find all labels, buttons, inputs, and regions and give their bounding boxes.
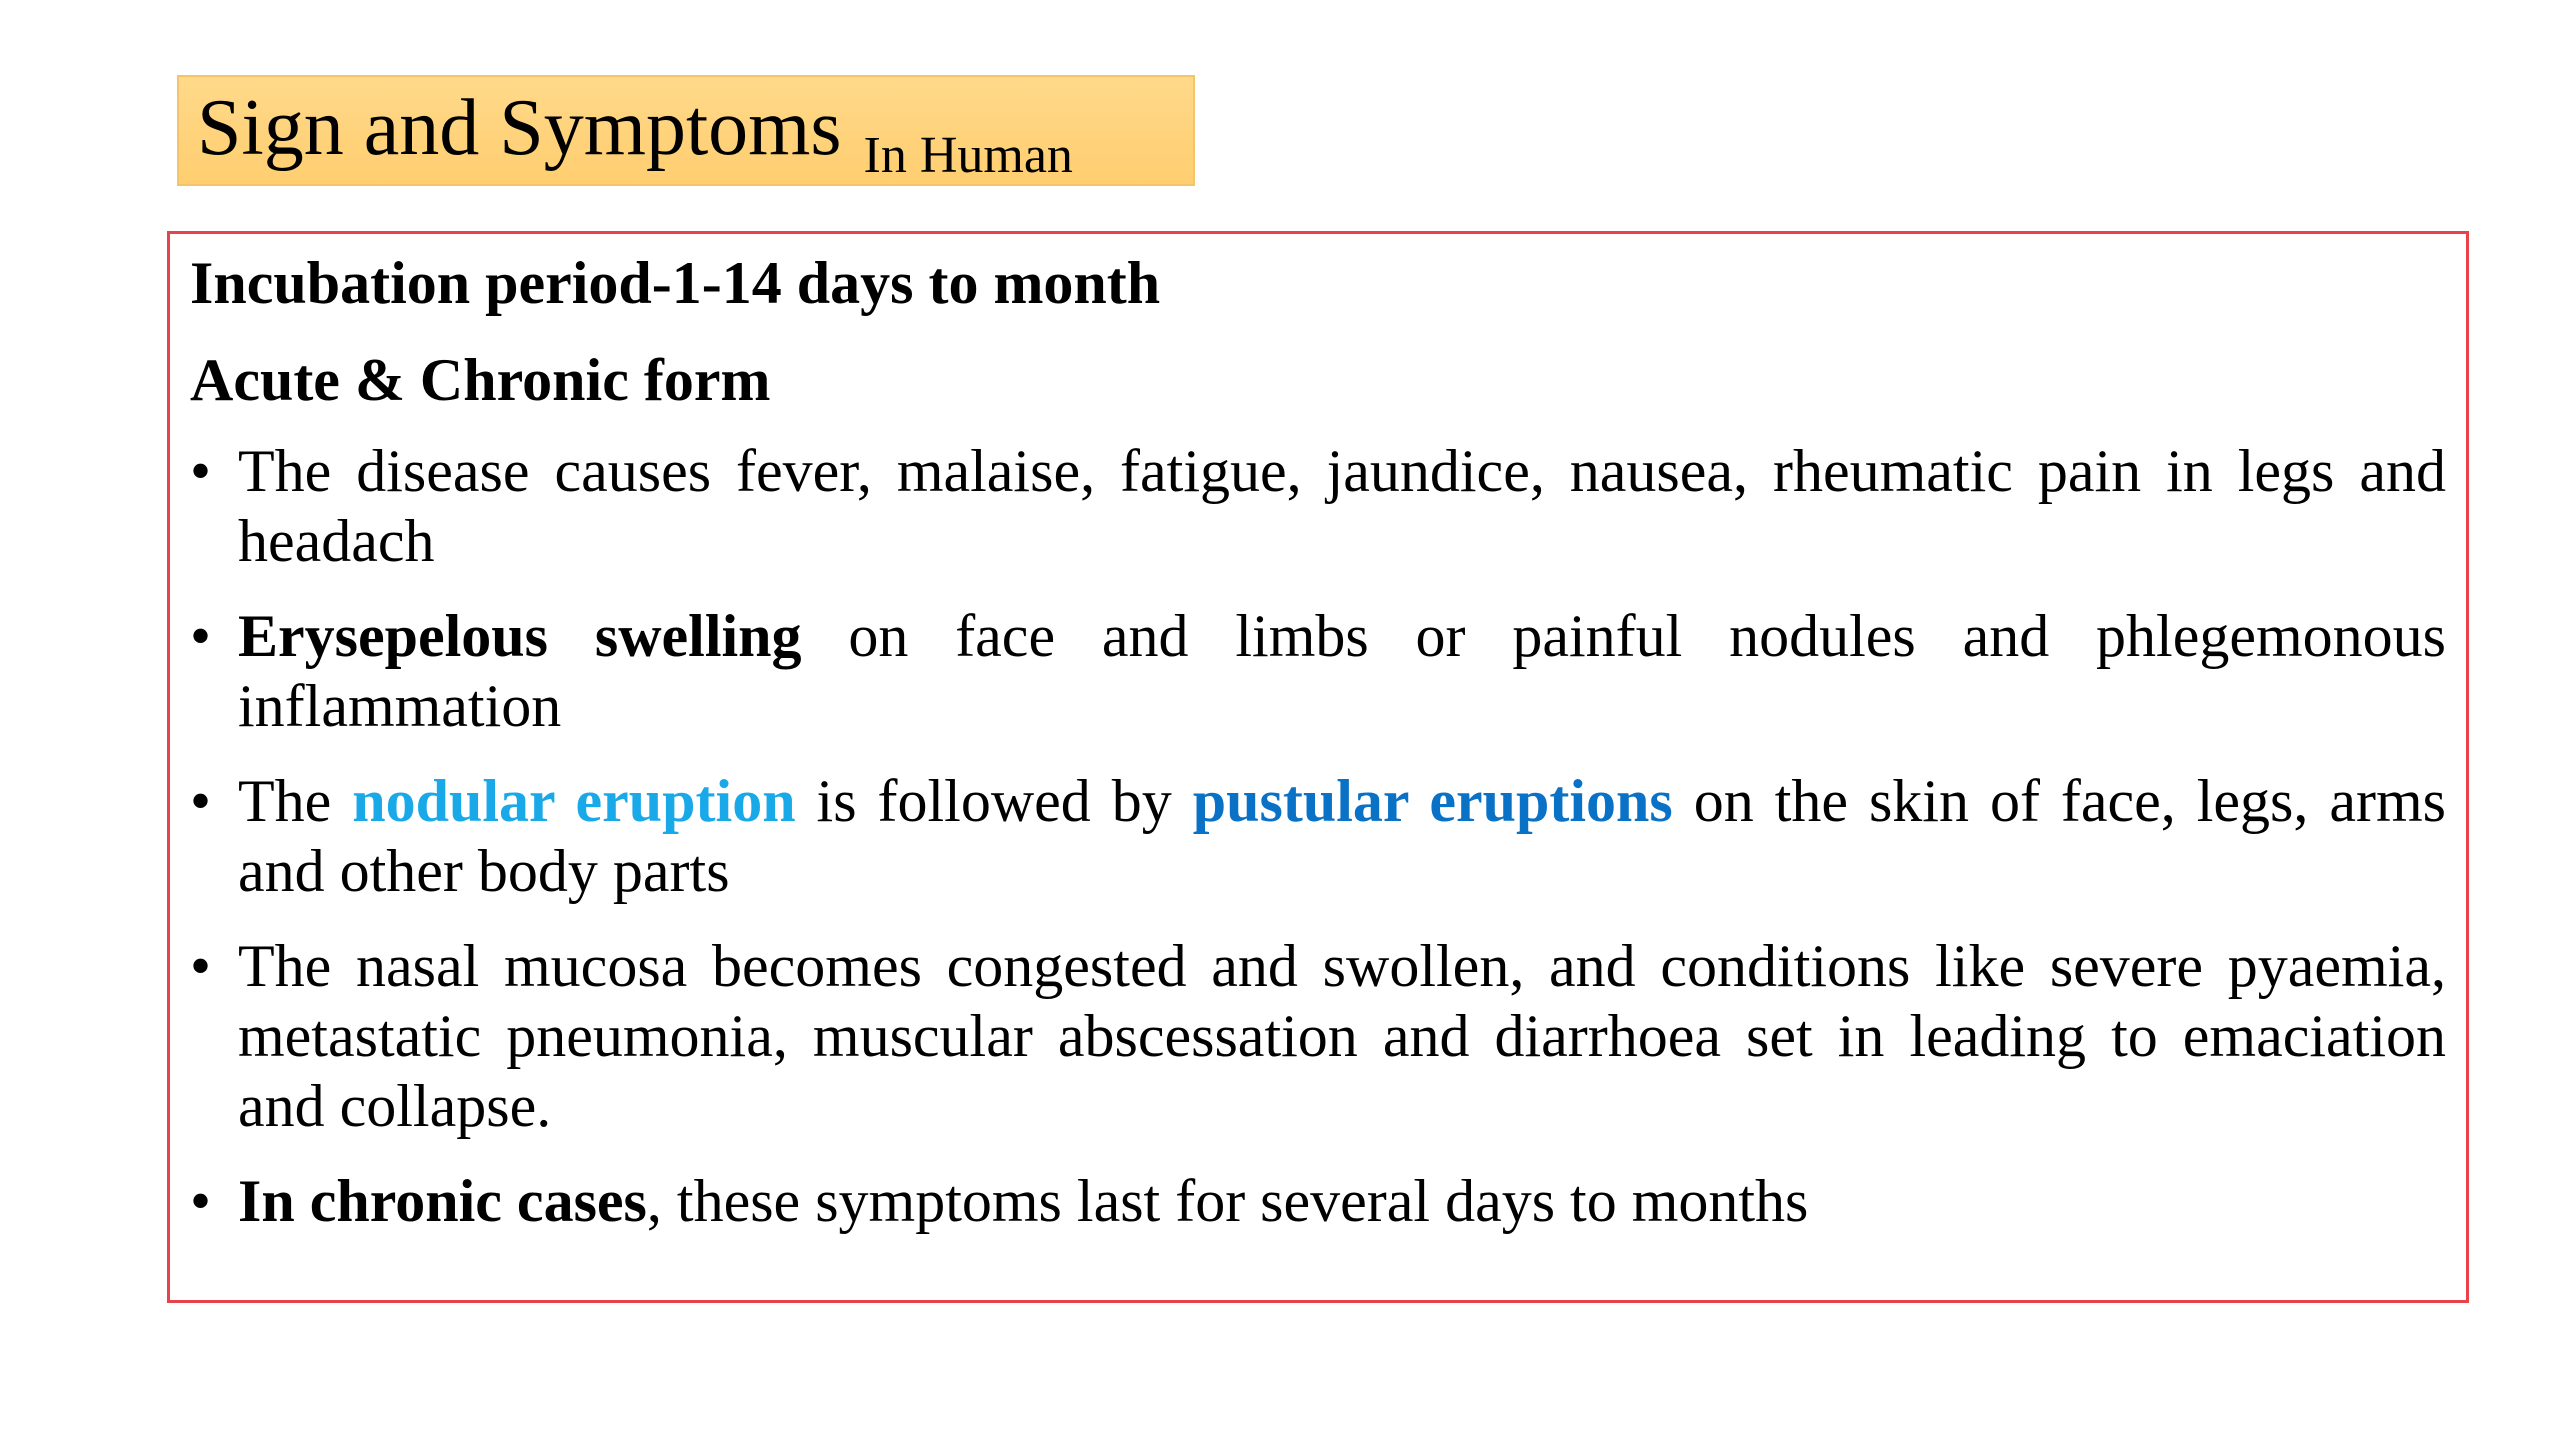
bullet-text: , these symptoms last for several days to months <box>646 1168 1809 1234</box>
slide-title: Sign and Symptoms <box>197 84 842 172</box>
list-item <box>190 1166 2446 1236</box>
content-box <box>167 231 2469 1303</box>
bullet-text: is followed by <box>795 768 1193 834</box>
list-item <box>190 601 2446 741</box>
bullet-icon: • <box>190 1168 212 1234</box>
bullet-text: The disease causes fever, malaise, fatigue, jaundice, nausea, rheumatic pain in legs and headach <box>238 438 2446 574</box>
bullet-icon: • <box>190 603 212 669</box>
form-heading: Acute & Chronic form <box>190 347 771 413</box>
slide-title-box <box>177 75 1195 186</box>
highlight-pustular-eruptions: pustular eruptions <box>1192 768 1673 834</box>
bullet-text: The <box>238 768 353 834</box>
bullet-bold-text: Erysepelous swelling <box>238 603 802 669</box>
bullet-text: The nasal mucosa becomes congested and swollen, and conditions like severe pyaemia, metastatic pneumonia, muscular abscessation and diarrhoea set in leading to emaciation and collapse. <box>238 933 2446 1139</box>
bullet-icon: • <box>190 933 212 999</box>
list-item <box>190 931 2446 1141</box>
list-item <box>190 766 2446 906</box>
slide-subtitle: In Human <box>863 127 1073 184</box>
list-item <box>190 436 2446 576</box>
incubation-heading: Incubation period-1-14 days to month <box>190 250 1161 316</box>
highlight-nodular-eruption: nodular eruption <box>352 768 796 834</box>
bullet-text: on the skin of face, legs, arms and other body parts <box>238 768 2446 904</box>
symptom-list <box>190 436 2446 1236</box>
bullet-bold-text: In chronic cases <box>238 1168 647 1234</box>
bullet-icon: • <box>190 768 212 834</box>
bullet-icon: • <box>190 438 212 504</box>
bullet-text: on face and limbs or painful nodules and phlegemonous inflammation <box>238 603 2446 739</box>
